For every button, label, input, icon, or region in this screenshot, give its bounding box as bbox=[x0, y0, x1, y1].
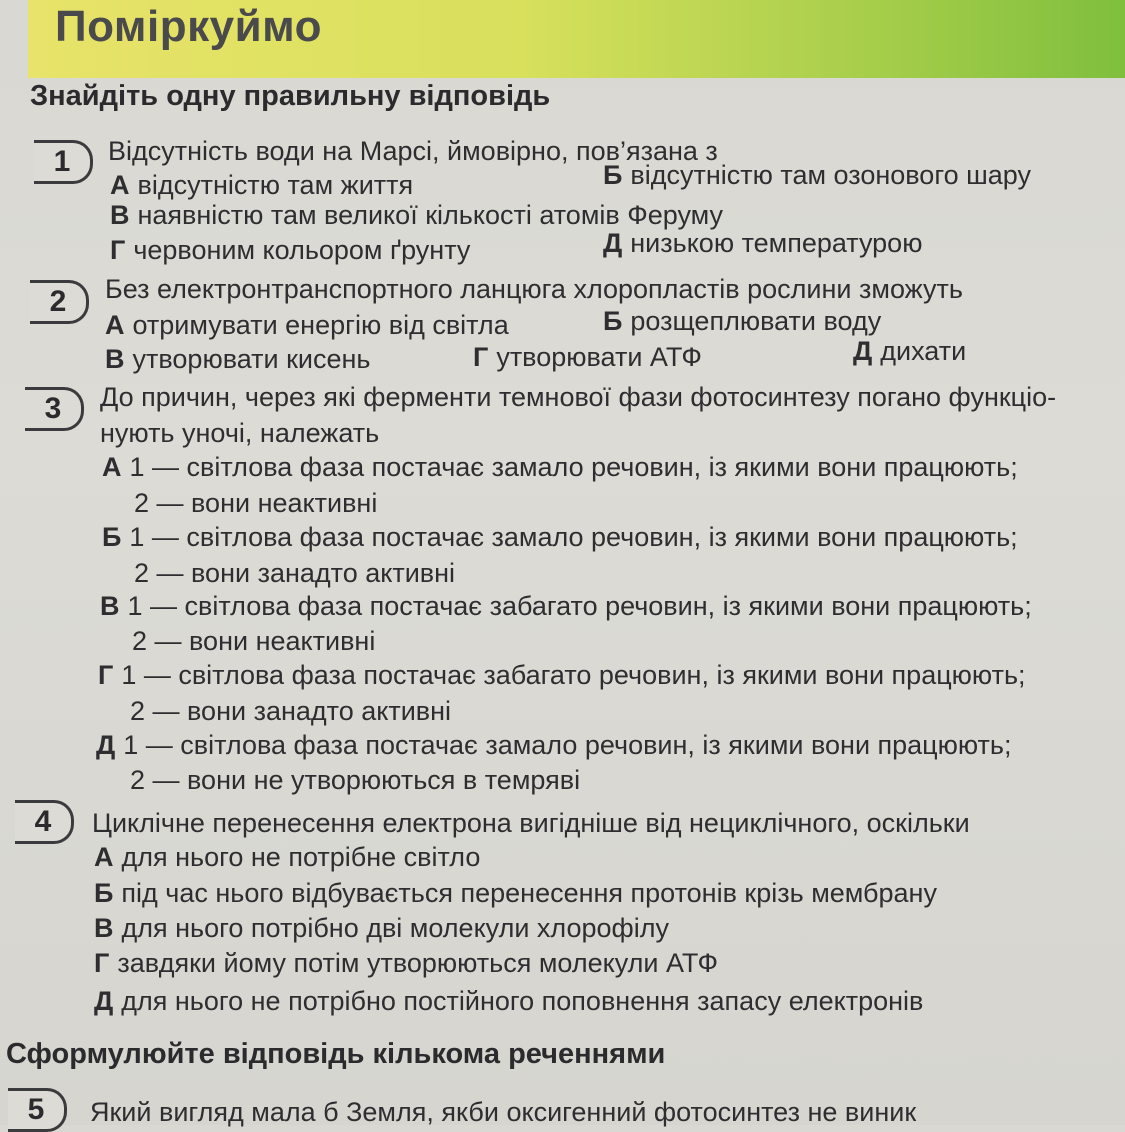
question-number-1: 1 bbox=[34, 140, 93, 184]
q1-option-e: Д низькою температурою bbox=[603, 228, 923, 258]
question-number-2: 2 bbox=[30, 280, 89, 324]
section-heading-answer: Сформулюйте відповідь кількома реченнями bbox=[6, 1038, 666, 1070]
q4-option-e: Д для нього не потрібно постійного поповнення запасу електронів bbox=[94, 986, 924, 1016]
q3-option-d-line2: 2 — вони занадто активні bbox=[130, 696, 452, 726]
page-title: Поміркуймо bbox=[55, 2, 322, 51]
q1-option-b: Б відсутністю там озонового шару bbox=[603, 160, 1031, 190]
q4-option-c: В для нього потрібно дві молекули хлорофілу bbox=[94, 913, 670, 943]
question-3-text-line1: До причин, через які ферменти темнової фази фотосинтезу погано функціо- bbox=[100, 382, 1057, 412]
q1-option-c: В наявністю там великої кількості атомів Феруму bbox=[110, 200, 724, 230]
question-number-4: 4 bbox=[15, 800, 74, 844]
q4-option-b: Б під час нього відбувається перенесення протонів крізь мембрану bbox=[94, 878, 937, 908]
question-5-text: Який вигляд мала б Земля, якби оксигенний фотосинтез не виник bbox=[90, 1097, 917, 1127]
question-1-text: Відсутність води на Марсі, ймовірно, пов’язана з bbox=[108, 136, 718, 166]
q3-option-b-line2: 2 — вони занадто активні bbox=[134, 558, 456, 588]
q2-option-a: А отримувати енергію від світла bbox=[105, 310, 509, 340]
q3-option-d: Г 1 — світлова фаза постачає забагато речовин, із якими вони працюють; bbox=[98, 660, 1026, 690]
q3-option-b: Б 1 — світлова фаза постачає замало речовин, із якими вони працюють; bbox=[102, 522, 1018, 552]
q3-option-e-line2: 2 — вони не утворюються в темряві bbox=[130, 765, 581, 795]
q3-option-a: А 1 — світлова фаза постачає замало речовин, із якими вони працюють; bbox=[102, 452, 1018, 482]
q1-option-d: Г червоним кольором ґрунту bbox=[110, 235, 471, 265]
q3-option-a-line2: 2 — вони неактивні bbox=[134, 488, 378, 518]
question-number-5: 5 bbox=[8, 1088, 67, 1132]
q4-option-d: Г завдяки йому потім утворюються молекули АТФ bbox=[94, 948, 718, 978]
question-number-3: 3 bbox=[25, 387, 84, 431]
q1-option-a: А відсутністю там життя bbox=[110, 170, 414, 200]
section-heading-choose: Знайдіть одну правильну відповідь bbox=[30, 80, 551, 112]
question-2-text: Без електронтранспортного ланцюга хлоропластів рослини зможуть bbox=[105, 274, 963, 304]
q3-option-c: В 1 — світлова фаза постачає забагато речовин, із якими вони працюють; bbox=[100, 591, 1032, 621]
q2-option-c: В утворювати кисень bbox=[105, 344, 371, 374]
q2-option-d: Г утворювати АТФ bbox=[473, 342, 702, 372]
q2-option-b: Б розщеплювати воду bbox=[603, 306, 882, 336]
q2-option-e: Д дихати bbox=[853, 336, 967, 366]
q4-option-a: А для нього не потрібне світло bbox=[94, 842, 481, 872]
q3-option-e: Д 1 — світлова фаза постачає замало речовин, із якими вони працюють; bbox=[96, 730, 1012, 760]
q3-option-c-line2: 2 — вони неактивні bbox=[132, 626, 376, 656]
question-4-text: Циклічне перенесення електрона вигідніше від нециклічного, оскільки bbox=[92, 808, 970, 838]
question-3-text-line2: нують уночі, належать bbox=[100, 418, 380, 448]
